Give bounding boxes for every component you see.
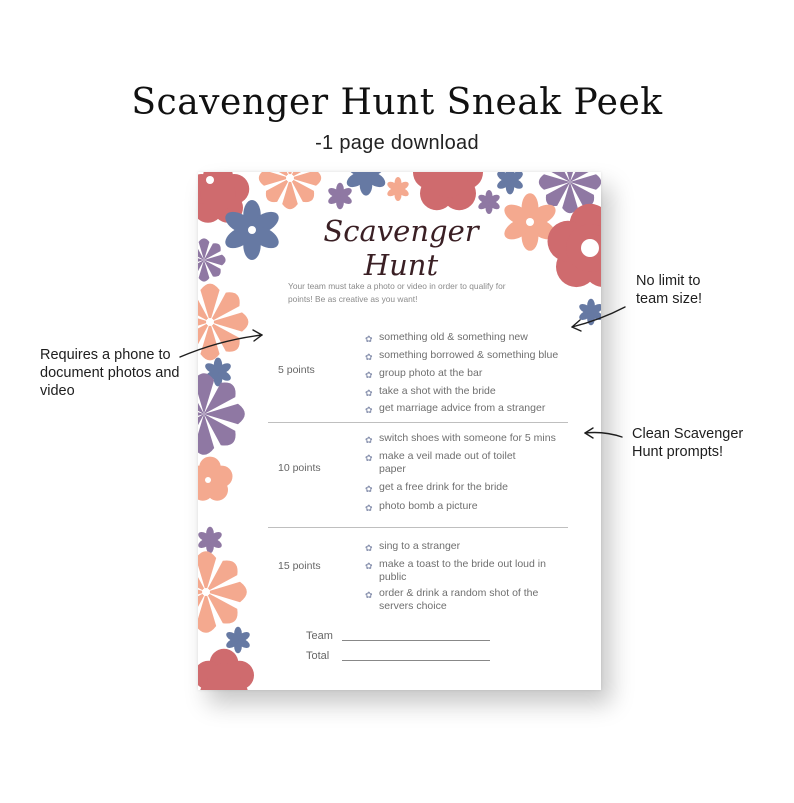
flower-bullet-icon: ✿	[365, 590, 373, 600]
team-field-label: Team	[306, 630, 333, 642]
tier-label-10-points: 10 points	[278, 462, 321, 474]
prompt-item: ✿ sing to a stranger	[365, 540, 461, 553]
tier-divider	[268, 527, 568, 528]
tier-label-15-points: 15 points	[278, 560, 321, 572]
prompt-item: ✿ switch shoes with someone for 5 mins	[365, 432, 556, 445]
callout-top-right: No limit to team size!	[636, 273, 703, 307]
total-field-label: Total	[306, 650, 330, 662]
prompt-item: ✿ make a toast to the bride out loud in public	[365, 558, 546, 583]
page-heading: Scavenger Hunt Sneak Peek	[131, 82, 663, 123]
flower-bullet-icon: ✿	[365, 370, 373, 380]
flower-bullet-icon: ✿	[365, 405, 373, 415]
flower-bullet-icon: ✿	[365, 453, 373, 463]
page-subheading: -1 page download	[315, 132, 479, 154]
prompt-item: ✿ group photo at the bar	[365, 367, 483, 380]
tier-label-5-points: 5 points	[278, 364, 315, 376]
sheet-intro-text: Your team must take a photo or video in order to qualify for points! Be as creative as you want!	[288, 281, 506, 304]
flower-bullet-icon: ✿	[365, 561, 373, 571]
flower-bullet-icon: ✿	[365, 484, 373, 494]
team-field-line	[342, 640, 490, 641]
callout-left: Requires a phone to document photos and video	[40, 347, 180, 399]
flower-bullet-icon: ✿	[365, 435, 373, 445]
total-field-line	[342, 660, 490, 661]
prompt-item: ✿ photo bomb a picture	[365, 500, 478, 513]
callout-mid-right: Clean Scavenger Hunt prompts!	[632, 426, 744, 460]
flower-bullet-icon: ✿	[365, 503, 373, 513]
flower-bullet-icon: ✿	[365, 388, 373, 398]
tier-divider	[268, 422, 568, 423]
prompt-item: ✿ order & drink a random shot of the servers choice	[365, 587, 539, 612]
prompt-item: ✿ get marriage advice from a stranger	[365, 402, 546, 415]
prompt-item: ✿ take a shot with the bride	[365, 385, 496, 398]
prompt-item: ✿ something old & something new	[365, 331, 528, 344]
printable-sheet	[198, 172, 601, 690]
sheet-title: Scavenger Hunt	[323, 214, 479, 282]
flower-bullet-icon: ✿	[365, 334, 373, 344]
prompt-item: ✿ get a free drink for the bride	[365, 481, 508, 494]
flower-bullet-icon: ✿	[365, 543, 373, 553]
prompt-item: ✿ something borrowed & something blue	[365, 349, 559, 362]
flower-bullet-icon: ✿	[365, 352, 373, 362]
prompt-item: ✿ make a veil made out of toilet paper	[365, 450, 516, 475]
